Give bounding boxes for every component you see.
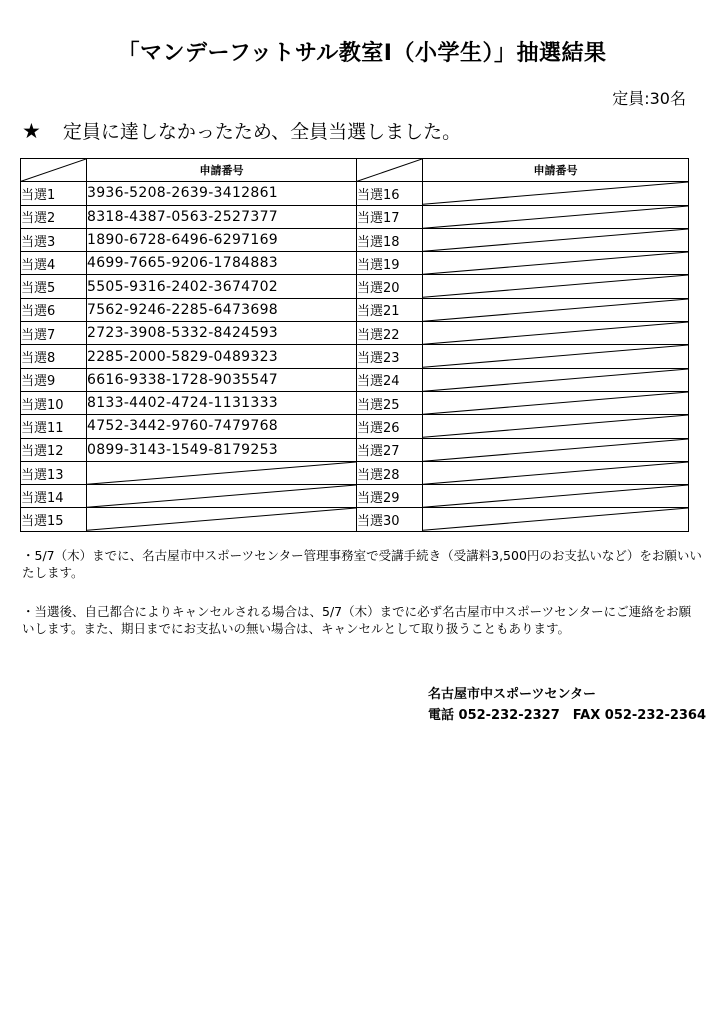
application-number: 0899-3143-1549-8179253 xyxy=(87,438,357,461)
table-row xyxy=(21,182,689,205)
winner-label: 当選10 xyxy=(21,391,87,414)
winner-label: 当選2 xyxy=(21,205,87,228)
application-number: 2723-3908-5332-8424593 xyxy=(87,322,357,345)
winner-label: 当選4 xyxy=(21,252,87,275)
empty-slot xyxy=(87,508,357,531)
winner-label: 当選7 xyxy=(21,322,87,345)
empty-slot xyxy=(87,485,357,508)
winner-label: 当選17 xyxy=(357,205,423,228)
winner-label: 当選20 xyxy=(357,275,423,298)
footer-contact: 電話 052-232-2327 FAX 052-232-2364 xyxy=(428,708,707,723)
table-row xyxy=(21,391,689,414)
winner-label: 当選25 xyxy=(357,391,423,414)
empty-slot xyxy=(423,182,689,205)
capacity-label: 定員:30名 xyxy=(612,89,686,108)
winner-label: 当選1 xyxy=(21,182,87,205)
header-corner-right xyxy=(357,159,423,182)
winner-label: 当選22 xyxy=(357,322,423,345)
winner-label: 当選26 xyxy=(357,415,423,438)
table-row xyxy=(21,508,689,531)
application-number: 4752-3442-9760-7479768 xyxy=(87,415,357,438)
winner-label: 当選19 xyxy=(357,252,423,275)
winner-label: 当選30 xyxy=(357,508,423,531)
winner-label: 当選15 xyxy=(21,508,87,531)
application-number: 4699-7665-9206-1784883 xyxy=(87,252,357,275)
result-notice xyxy=(22,117,461,144)
winner-label: 当選3 xyxy=(21,228,87,251)
winner-label: 当選6 xyxy=(21,298,87,321)
header-application-number-right: 申請番号 xyxy=(423,159,689,182)
note-cancellation: ・当選後、自己都合によりキャンセルされる場合は、5/7（木）までに必ず名古屋市中スポーツセンターにご連絡をお願いします。また、期日までにお支払いの無い場合は、キャンセルとして取り扱うこともあります。 xyxy=(22,604,692,636)
table-row xyxy=(21,438,689,461)
empty-slot xyxy=(423,228,689,251)
winner-label: 当選13 xyxy=(21,461,87,484)
table-row xyxy=(21,368,689,391)
winner-label: 当選11 xyxy=(21,415,87,438)
empty-slot xyxy=(423,461,689,484)
table-row xyxy=(21,345,689,368)
application-number: 7562-9246-2285-6473698 xyxy=(87,298,357,321)
winner-label: 当選27 xyxy=(357,438,423,461)
table-row xyxy=(21,461,689,484)
winner-label: 当選9 xyxy=(21,368,87,391)
winner-label: 当選21 xyxy=(357,298,423,321)
table-row xyxy=(21,228,689,251)
winner-label: 当選5 xyxy=(21,275,87,298)
footer-organization: 名古屋市中スポーツセンター xyxy=(428,687,596,702)
winner-label: 当選28 xyxy=(357,461,423,484)
winner-label: 当選8 xyxy=(21,345,87,368)
table-row xyxy=(21,275,689,298)
winner-label: 当選18 xyxy=(357,228,423,251)
table-row xyxy=(21,322,689,345)
application-number: 5505-9316-2402-3674702 xyxy=(87,275,357,298)
winner-label: 当選12 xyxy=(21,438,87,461)
table-row xyxy=(21,485,689,508)
star-icon: ★ xyxy=(22,119,41,143)
winner-label: 当選29 xyxy=(357,485,423,508)
application-number: 1890-6728-6496-6297169 xyxy=(87,228,357,251)
table-row xyxy=(21,252,689,275)
empty-slot xyxy=(423,391,689,414)
empty-slot xyxy=(87,461,357,484)
empty-slot xyxy=(423,508,689,531)
table-row xyxy=(21,205,689,228)
application-number: 8133-4402-4724-1131333 xyxy=(87,391,357,414)
page-title: 「マンデーフットサル教室Ⅰ（小学生）」抽選結果 xyxy=(117,41,607,66)
table-row xyxy=(21,415,689,438)
table-row xyxy=(21,298,689,321)
winner-label: 当選14 xyxy=(21,485,87,508)
winner-label: 当選24 xyxy=(357,368,423,391)
winner-label: 当選23 xyxy=(357,345,423,368)
header-application-number-left: 申請番号 xyxy=(87,159,357,182)
application-number: 8318-4387-0563-2527377 xyxy=(87,205,357,228)
table-header-row xyxy=(21,159,689,182)
notice-text: 定員に達しなかったため、全員当選しました。 xyxy=(62,121,462,143)
winner-label: 当選16 xyxy=(357,182,423,205)
empty-slot xyxy=(423,298,689,321)
empty-slot xyxy=(423,205,689,228)
empty-slot xyxy=(423,345,689,368)
empty-slot xyxy=(423,275,689,298)
application-number: 6616-9338-1728-9035547 xyxy=(87,368,357,391)
empty-slot xyxy=(423,438,689,461)
lottery-results-table xyxy=(20,158,689,532)
empty-slot xyxy=(423,322,689,345)
empty-slot xyxy=(423,252,689,275)
empty-slot xyxy=(423,485,689,508)
empty-slot xyxy=(423,368,689,391)
application-number: 2285-2000-5829-0489323 xyxy=(87,345,357,368)
header-corner-left xyxy=(21,159,87,182)
empty-slot xyxy=(423,415,689,438)
note-payment: ・5/7（木）までに、名古屋市中スポーツセンター管理事務室で受講手続き（受講料3,500円のお支払いなど）をお願いいたします。 xyxy=(22,548,702,580)
application-number: 3936-5208-2639-3412861 xyxy=(87,182,357,205)
